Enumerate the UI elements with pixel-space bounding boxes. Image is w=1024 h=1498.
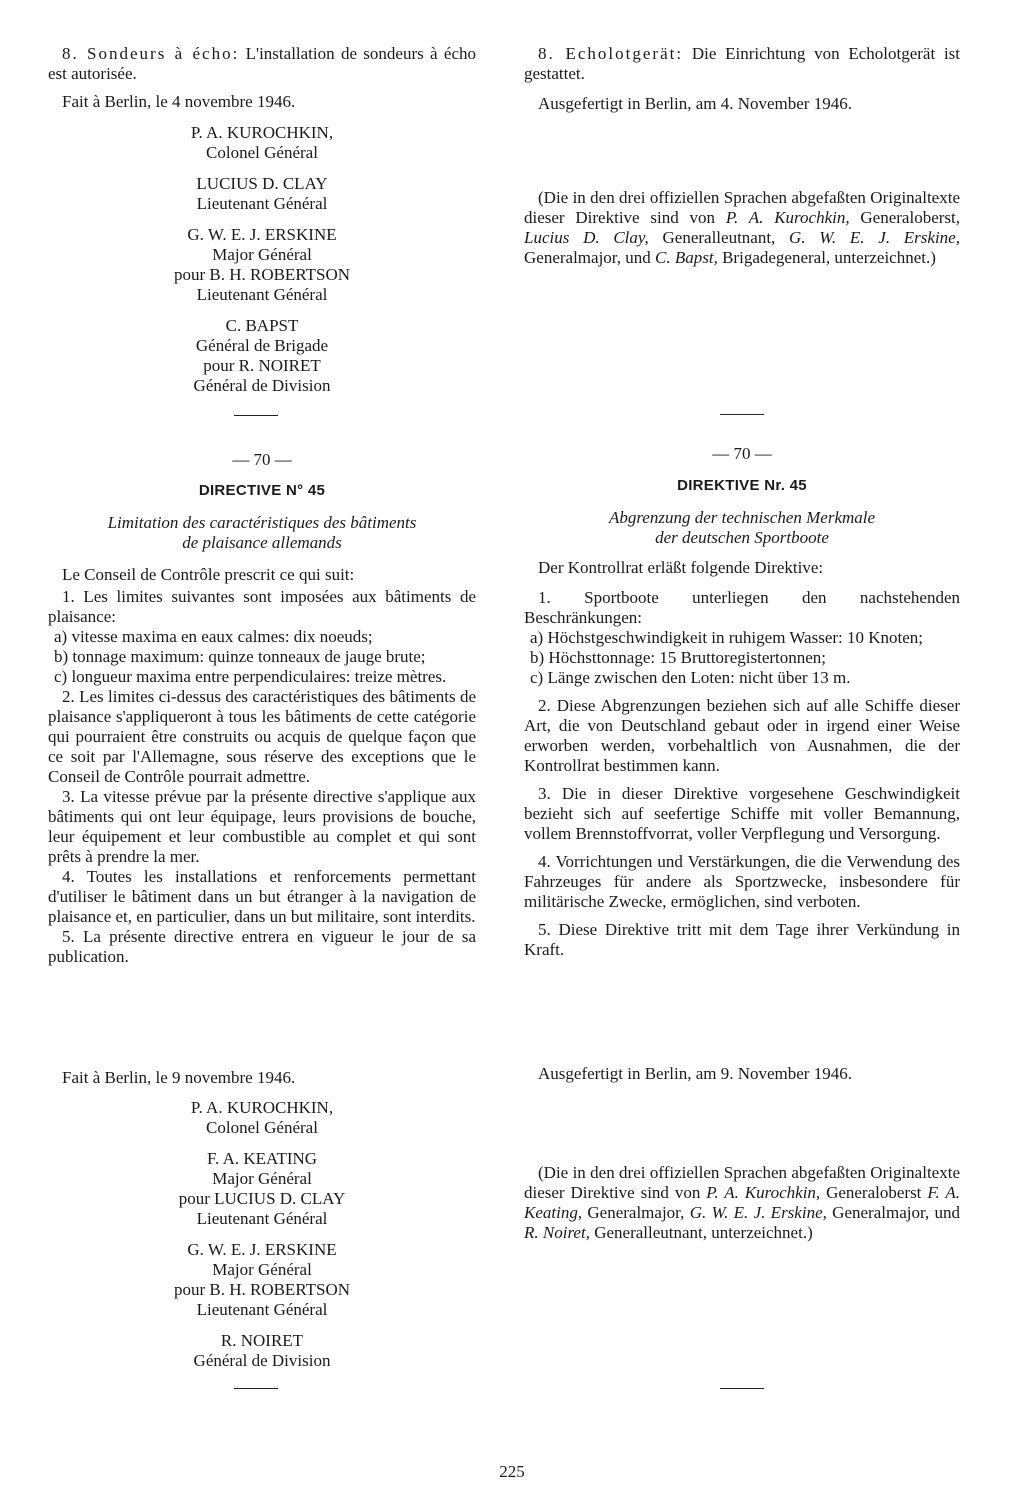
signature-line: P. A. KUROCHKIN,: [190, 1098, 334, 1117]
note-text: (Die in den drei offiziellen Sprachen abgefaßten Originaltexte dieser Direktive sind von: [524, 188, 960, 227]
signatory-name: C. Bapst,: [655, 248, 718, 267]
fr-fait-2: [48, 1068, 476, 1088]
signature-group: [48, 174, 476, 214]
signature-line: R. NOIRET: [220, 1331, 304, 1350]
fr-subtitle-line-2: de plaisance allemands: [182, 533, 342, 552]
signatory-name: P. A. Kurochkin,: [706, 1183, 821, 1202]
divider: [720, 1388, 764, 1389]
signatory-name: F. A. Keating,: [524, 1183, 960, 1222]
fr-paragraph-1: 1. Les limites suivantes sont imposées aux bâtiments de plaisance:: [48, 587, 476, 626]
fr-paragraph-1c: c) longueur maxima entre perpendiculaires: treize mètres.: [54, 667, 447, 686]
fr-fait-1-text: Fait à Berlin, le 4 novembre 1946.: [62, 92, 296, 111]
signature-group: [48, 1149, 476, 1229]
fr-subtitle: [48, 513, 476, 553]
fr-intro: Le Conseil de Contrôle prescrit ce qui suit:: [62, 565, 355, 584]
note-text: (Die in den drei offiziellen Sprachen abgefaßten Originaltexte dieser Direktive sind von: [524, 1163, 960, 1202]
de-signatory-note-1: [524, 188, 960, 268]
note-text: Generalleutnant,: [648, 228, 790, 247]
de-paragraph-5: 5. Diese Direktive tritt mit dem Tage ihrer Verkündung in Kraft.: [524, 920, 960, 959]
signature-group: [48, 123, 476, 163]
note-text: Generalmajor, und: [826, 1203, 960, 1222]
signature-line: pour B. H. ROBERTSON: [173, 265, 351, 284]
de-subtitle-line-2: der deutschen Sportboote: [655, 528, 829, 547]
signature-line: Général de Division: [193, 1351, 331, 1370]
signature-line: Lieutenant Général: [196, 1209, 328, 1228]
fr-item-8-term: 8. Sondeurs à écho:: [62, 44, 240, 63]
fr-subtitle-line-1: Limitation des caractéristiques des bâtiments: [107, 513, 417, 532]
signatory-name: G. W. E. J. Erskine,: [789, 228, 960, 247]
signature-group: [48, 316, 476, 396]
signature-group: [48, 225, 476, 305]
signature-line: C. BAPST: [225, 316, 299, 335]
signature-line: Major Général: [212, 1169, 312, 1188]
de-ausgefertigt-1: [524, 94, 960, 114]
signatory-name: Lucius D. Clay,: [524, 228, 649, 247]
signature-line: Lieutenant Général: [196, 1300, 328, 1319]
signature-line: P. A. KUROCHKIN,: [190, 123, 334, 142]
note-text: Generalleutnant, unterzeichnet.): [589, 1223, 813, 1242]
note-text: Brigadegeneral, unterzeichnet.): [717, 248, 936, 267]
signature-line: pour B. H. ROBERTSON: [173, 1280, 351, 1299]
divider: [720, 414, 764, 415]
signature-group: [48, 1098, 476, 1138]
de-ausgefertigt-2: [524, 1064, 960, 1084]
de-ausgefertigt-1-text: Ausgefertigt in Berlin, am 4. November 1946.: [538, 94, 852, 113]
signature-group: [48, 1331, 476, 1371]
fr-paragraph-1b: b) tonnage maximum: quinze tonneaux de jauge brute;: [54, 647, 426, 666]
signature-line: Lieutenant Général: [196, 194, 328, 213]
signature-line: Colonel Général: [206, 1118, 318, 1137]
signatory-name: P. A. Kurochkin,: [725, 208, 850, 227]
de-ausgefertigt-2-text: Ausgefertigt in Berlin, am 9. November 1946.: [538, 1064, 852, 1083]
fr-page-ref: — 70 —: [232, 450, 292, 469]
fr-paragraph-1a: a) vitesse maxima en eaux calmes: dix noeuds;: [54, 627, 373, 646]
de-signatory-note-2: [524, 1163, 960, 1243]
fr-paragraph-3: 3. La vitesse prévue par la présente directive s'applique aux bâtiments qui ont leur équipage, leurs provisions de bouche, leur équipement et leur combustible au complet et qui sont prêts à prendre la mer.: [48, 787, 476, 866]
de-paragraph-3: 3. Die in dieser Direktive vorgesehene Geschwindigkeit bezieht sich auf seefertige Schiffe mit voller Bemannung, vollem Brennstoffvorrat, voller Verpflegung und Versorgung.: [524, 784, 960, 843]
de-paragraph-1c: c) Länge zwischen den Loten: nicht über 13 m.: [530, 668, 851, 687]
fr-body: [48, 565, 476, 967]
signature-line: G. W. E. J. ERSKINE: [187, 225, 337, 244]
signature-line: F. A. KEATING: [206, 1149, 318, 1168]
fr-directive-heading: DIRECTIVE N° 45: [198, 482, 326, 499]
page-number: 225: [499, 1462, 525, 1481]
signature-line: Major Général: [212, 245, 312, 264]
signatory-name: G. W. E. J. Erskine,: [689, 1203, 827, 1222]
signature-line: Major Général: [212, 1260, 312, 1279]
fr-paragraph-2: 2. Les limites ci-dessus des caractéristiques des bâtiments de plaisance s'appliqueront à tous les bâtiments de cette catégorie qui pourraient être construits ou acquis de quelque façon que ce soit par l'Allemagne, sous réserve des exceptions que le Conseil de Contrôle pourrait admettre.: [48, 687, 476, 786]
note-text: Generalmajor, und: [524, 248, 656, 267]
de-item-8-term: 8. Echolotgerät:: [538, 44, 684, 63]
de-paragraph-1a: a) Höchstgeschwindigkeit in ruhigem Wasser: 10 Knoten;: [530, 628, 924, 647]
de-paragraph-4: 4. Vorrichtungen und Verstärkungen, die die Verwendung des Fahrzeuges für andere als Sportzwecke, insbesondere für militärische Zwecke, ermöglichen, sind verboten.: [524, 852, 960, 911]
fr-paragraph-5: 5. La présente directive entrera en vigueur le jour de sa publication.: [48, 927, 476, 966]
divider: [234, 415, 278, 416]
note-text: Generaloberst,: [849, 208, 960, 227]
fr-paragraph-4: 4. Toutes les installations et renforcements permettant d'utiliser le bâtiment dans un but étranger à la navigation de plaisance et, en particulier, dans un but militaire, sont interdits.: [48, 867, 476, 926]
signature-line: pour LUCIUS D. CLAY: [178, 1189, 346, 1208]
note-text: Generaloberst: [820, 1183, 928, 1202]
divider: [234, 1388, 278, 1389]
signature-line: Général de Brigade: [195, 336, 329, 355]
de-directive-heading: DIREKTIVE Nr. 45: [677, 477, 807, 494]
de-intro: Der Kontrollrat erläßt folgende Direktive:: [538, 558, 824, 577]
signature-line: pour R. NOIRET: [203, 356, 321, 375]
fr-fait-2-text: Fait à Berlin, le 9 novembre 1946.: [62, 1068, 296, 1087]
de-body: [524, 558, 960, 960]
fr-item-8-text: L'installation de sondeurs à écho est autorisée.: [48, 44, 476, 83]
de-paragraph-1: 1. Sportboote unterliegen den nachstehenden Beschränkungen:: [524, 588, 960, 627]
signatory-name: R. Noiret,: [524, 1223, 590, 1242]
de-subtitle-line-1: Abgrenzung der technischen Merkmale: [608, 508, 876, 527]
fr-fait-1: [48, 92, 476, 112]
signature-line: Lieutenant Général: [196, 285, 328, 304]
signature-group: [48, 1240, 476, 1320]
de-subtitle: [524, 508, 960, 548]
fr-signatures-1: [48, 123, 476, 407]
de-item-8: [524, 44, 960, 84]
signature-line: Colonel Général: [206, 143, 318, 162]
de-paragraph-2: 2. Diese Abgrenzungen beziehen sich auf alle Schiffe dieser Art, die von Deutschland gebaut oder in irgend einer Weise erworben werden, vorbehaltlich von Ausnahmen, die der Kontrollrat bestimmen kann.: [524, 696, 960, 775]
de-paragraph-1b: b) Höchsttonnage: 15 Bruttoregistertonnen;: [530, 648, 827, 667]
fr-item-8: [48, 44, 476, 84]
signature-line: G. W. E. J. ERSKINE: [187, 1240, 337, 1259]
note-text: Generalmajor,: [582, 1203, 690, 1222]
signature-line: LUCIUS D. CLAY: [196, 174, 328, 193]
de-item-8-text: Die Einrichtung von Echolotgerät ist gestattet.: [524, 44, 961, 83]
signature-line: Général de Division: [193, 376, 331, 395]
de-page-ref: — 70 —: [712, 444, 772, 463]
fr-signatures-2: [48, 1098, 476, 1382]
